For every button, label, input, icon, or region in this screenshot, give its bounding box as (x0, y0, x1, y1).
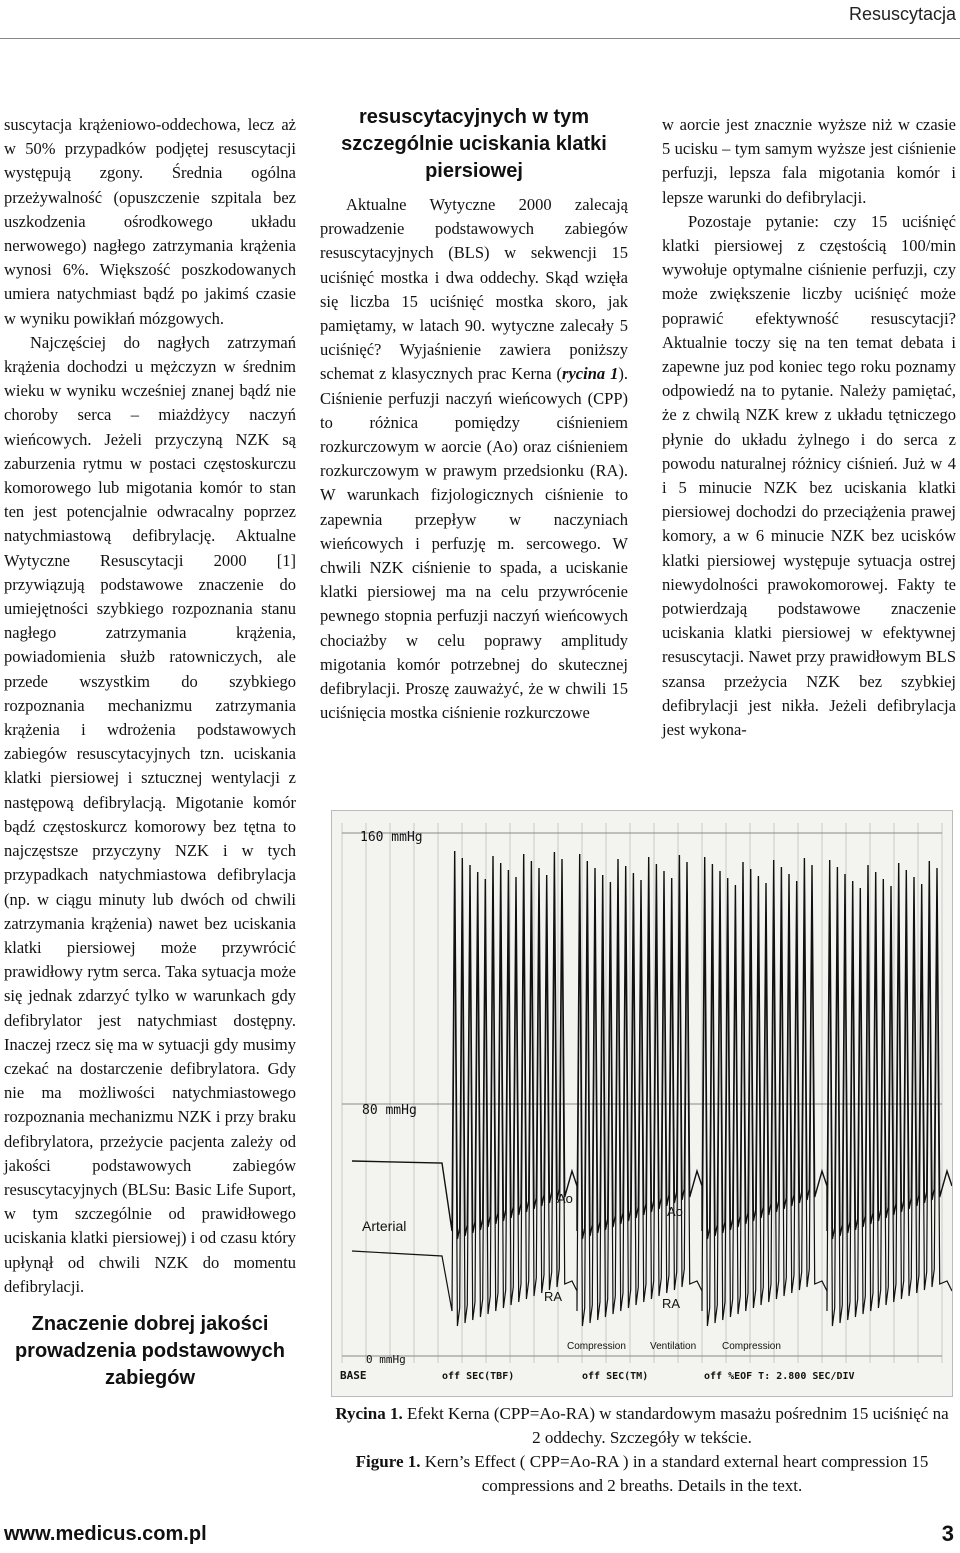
label-ao: Ao (557, 1191, 573, 1206)
figure-caption (332, 1402, 952, 1498)
caption-english (332, 1450, 952, 1498)
paragraph: Najczęściej do nagłych zatrzymań krążenia dochodzi u mężczyzn w średnim wieku w wyniku wcześniej znanej bądź nie choroby serca – miażdżycy naczyń wieńcowych. Jeżeli przyczyną NZK są zaburzenia rytmu w postaci częstoskurczu komorowego lub migotania komór to stan ten jest potencjalnie odwracalny poprzez natychmiastową defibrylację. Aktualne Wytyczne Resuscytacji 2000 [1] przywiązują podstawowe znaczenie do umiejętności szybkiego rozpoznania stanu nagłego zatrzymania krążenia, powiadomienia służb ratowniczych, ale przede wszystkim do szybkiego rozpoznania mechanizmu zatrzymania krążenia i wdrożenia podstawowych zabiegów resuscytacyjnych tzn. uciskania klatki piersiowej i sztucznej wentylacji z następową defibrylacją. Migotanie komór bądź częstoskurcz komorowy bez tętna to najczęstsze przyczyny NZK i w tych przypadkach natychmiastowa defibrylacja (np. w ciągu minuty lub dwóch od chwili zatrzymania krążenia) nawet bez uciskania klatki piersiowej może przywrócić prawidłowy rytm serca. Taka sytuacja może się jednak zdarzyć tylko w warunkach gdy defibrylator jest natychmiast dostępny. Inaczej rzecz się ma w sytuacji gdy musimy czekać na dostarczenie defibrylatora. Gdy nie ma możliwości natychmiastowego rozpoznania mechanizmu NZK i przy braku defibrylatora, przeżycie pacjenta zależy od jakości podstawowych zabiegów resuscytacyjnych (BLSu: Basic Life Suport, w tym szczególnie od prawidłowego uciskania klatki piersiowej) i od czasu który upłynął od chwili NZK do momentu defibrylacji. (4, 332, 296, 1296)
pressure-trace-image (332, 811, 952, 1396)
paragraph: Pozostaje pytanie: czy 15 uciśnięć klatki piersiowej z częstością 100/min wywołuje optymalne ciśnienie perfuzji, czy może zwiększenie liczby uciśnięć może poprawić efektywność resuscytacji? Aktualnie toczy się na ten temat debata i zapewne juz pod koniec tego roku poznamy odpowiedź na to pytanie. Należy pamiętać, że z chwilą NZK krew z układu tętniczego płynie do układu żylnego i do serca z powodu naturalnej różnicy ciśnień. Już w 4 i 5 minucie NZK bez uciskania klatki piersiowej dochodzi do przeciążenia prawej komory, a w 6 minucie NZK bez ucisków klatki piersiowej występuje sytuacja ostrej niewydolności prawokomorowej. Fakty te potwierdzają podstawowe znaczenie uciskania klatki piersiowej w efektywnej resuscytacji. Nawet przy prawidłowym BLS szansa przeżycia NZK bez szybkiej defibrylacji jest nikła. Jeżeli defibrylacja jest wykona- (662, 211, 956, 740)
label-ra: RA (662, 1296, 681, 1311)
text-column-3 (662, 113, 956, 742)
section-heading: Znaczenie dobrej jakości prowadzenia podstawowych zabiegów (14, 1312, 286, 1389)
label-compression: Compression (722, 1341, 781, 1352)
caption-label: Figure 1. (355, 1452, 421, 1471)
paragraph (320, 193, 628, 725)
label-arterial: Arterial (362, 1218, 407, 1234)
label-80-mmhg: 80 mmHg (362, 1103, 417, 1118)
readout-tm: off SEC(TM) (582, 1371, 649, 1382)
pressure-traces (352, 851, 952, 1326)
label-160-mmhg: 160 mmHg (360, 830, 423, 845)
text-column-1 (4, 113, 296, 1392)
paragraph: w aorcie jest znacznie wyższe niż w czasie 5 ucisku – tym samym wyższe jest ciśnienie perfuzji, lepsza fala migotania komór i lepsze warunki do defibrylacji. (662, 115, 956, 207)
label-ra: RA (544, 1289, 563, 1304)
paragraph-text: ). Ciśnienie perfuzji naczyń wieńcowych (CPP) to różnica pomiędzy ciśnieniem rozkurczowym w aorcie (Ao) oraz ciśnieniem rozkurczowym w prawym przedsionku (RA). W warunkach fizjologicznych ciśnienie to zapewnia przepływ w naczyniach wieńcowych i perfuzję m. sercowego. W chwili NZK ciśnienie to spada, a uciskanie klatki piersiowej ma na celu przywrócenie pewnego stopnia perfuzji naczyń wieńcowych chociażby w celu poprawy amplitudy migotania komór potrzebnej do skutecznej defibrylacji. Proszę zauważyć, że w chwili 15 uciśnięcia mostka ciśnienie rozkurczowe (320, 364, 628, 723)
website-link[interactable]: www.medicus.com.pl (4, 1523, 207, 1545)
label-ventilation: Ventilation (650, 1341, 697, 1352)
caption-text: Efekt Kerna (CPP=Ao-RA) w standardowym masażu pośrednim 15 uciśnięć na 2 oddechy. Szczegóły w tekście. (402, 1404, 949, 1447)
label-0-mmhg: 0 mmHg (366, 1353, 406, 1366)
text-column-2 (320, 104, 628, 725)
readout-timescale: off %EOF T: 2.800 SEC/DIV (704, 1371, 855, 1382)
label-base: BASE (340, 1369, 367, 1382)
figure-reference: rycina 1 (562, 364, 619, 384)
label-compression: Compression (567, 1341, 626, 1352)
section-title: Resuscytacja (848, 4, 956, 24)
label-ao: Ao (667, 1204, 683, 1219)
section-heading-continued: resuscytacyjnych w tym szczególnie uciskania klatki piersiowej (341, 106, 607, 182)
page-header (0, 0, 960, 39)
caption-label: Rycina 1. (335, 1404, 403, 1423)
caption-text: Kern’s Effect ( CPP=Ao-RA ) in a standard external heart compression 15 compressions and 2 breaths. Details in the text. (420, 1452, 929, 1495)
figure-pressure-trace (331, 810, 953, 1397)
caption-polish (332, 1402, 952, 1450)
page-number: 3 (941, 1521, 954, 1546)
readout-tbf: off SEC(TBF) (442, 1371, 515, 1382)
paragraph: suscytacja krążeniowo-oddechowa, lecz aż w 50% przypadków podjętej resuscytacji występują zgony. Średnia ogólna przeżywalność (opuszczenie szpitala bez uszkodzenia ośrodkowego układu nerwowego) nagłego zatrzymania krążenia wynosi 6%. Większość poszkodowanych umiera natychmiast bądź po jakimś czasie w wyniku powikłań mózgowych. (4, 115, 296, 328)
paragraph-text: Aktualne Wytyczne 2000 zalecają prowadzenie podstawowych zabiegów resuscytacyjnych (BLS) w sekwencji 15 uciśnięć mostka i dwa oddechy. Skąd wzięła się liczba 15 uciśnięć mostka skoro, jak pamiętamy, w latach 90. wytyczne zalecały 5 uciśnięć? Wyjaśnienie zawiera poniższy schemat z klasycznych prac Kerna ( (320, 195, 628, 384)
